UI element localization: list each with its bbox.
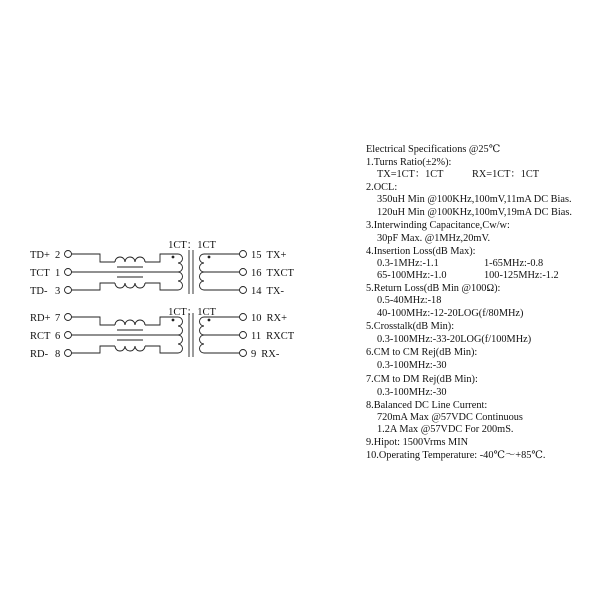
secondary-winding [200, 317, 205, 353]
pin-circle-2 [65, 251, 72, 258]
pin-circle-3 [65, 287, 72, 294]
spec-heading-crosstalk: 5.Crosstalk(dB Min): [366, 321, 455, 332]
spec-heading-cm-dm-rejection: 7.CM to DM Rej(dB Min): [366, 374, 478, 385]
pin-name-rd-plus: RD+ [30, 313, 51, 324]
secondary-winding [200, 254, 205, 290]
choke-top-coil [115, 320, 145, 325]
spec-value: TX=1CT：1CT [377, 169, 444, 180]
spec-heading-insertion-loss: 4.Insertion Loss(dB Max): [366, 246, 476, 257]
pin-circle-6 [65, 332, 72, 339]
pin-name-rx-plus: RX+ [266, 313, 288, 324]
spec-value: 0.3-1MHz:-1.1 [377, 258, 439, 269]
pin-label-tx-plus [251, 250, 286, 261]
pin-label-rx-minus [251, 349, 280, 360]
spec-row: 1.2A Max @57VDC For 200mS. [377, 424, 514, 435]
pin-name-td-minus: TD- [30, 286, 48, 297]
pin-label-rxct [251, 331, 295, 342]
pin-name-td-plus: TD+ [30, 250, 50, 261]
pin-number-14: 14 [251, 286, 262, 297]
wire-pin-bottom [72, 346, 116, 353]
electrical-specifications [366, 0, 596, 600]
spec-heading-operating-temperature: 10.Operating Temperature: -40℃～+85℃. [366, 450, 546, 461]
spec-row: 0.3-100MHz:-33-20LOG(f/100MHz) [377, 334, 532, 345]
pin-name-rx-minus: RX- [261, 349, 280, 360]
pin-label-tx-minus [251, 286, 284, 297]
primary-winding [178, 254, 183, 290]
spec-row: 0.3-100MHz:-30 [377, 360, 447, 371]
spec-heading-hipot: 9.Hipot: 1500Vrms MIN [366, 437, 469, 448]
spec-row: 120uH Min @100KHz,100mV,19mA DC Bias. [377, 207, 572, 218]
pin-label-rx-plus [251, 313, 287, 324]
spec-row: 350uH Min @100KHz,100mV,11mA DC Bias. [377, 194, 572, 205]
specs-title: Electrical Specifications @25℃ [366, 144, 501, 155]
spec-heading-ocl: 2.OCL: [366, 182, 398, 193]
pin-circle-16 [240, 269, 247, 276]
tx-ratio-label: 1CT：1CT [168, 240, 216, 251]
pin-name-rct: RCT [30, 331, 51, 342]
pin-circle-9 [240, 350, 247, 357]
choke-bottom-coil [115, 346, 145, 351]
pin-number-11: 11 [251, 331, 262, 342]
spec-row: 0.3-100MHz:-30 [377, 387, 447, 398]
polarity-dot [208, 319, 211, 322]
primary-winding [178, 317, 183, 353]
pin-circle-7 [65, 314, 72, 321]
pin-circle-1 [65, 269, 72, 276]
spec-value: 1-65MHz:-0.8 [484, 258, 544, 269]
pin-name-txct: TXCT [266, 268, 294, 279]
spec-row: 30pF Max. @1MHz,20mV. [377, 233, 491, 244]
pin-name-rd-minus: RD- [30, 349, 49, 360]
spec-row: 0.5-40MHz:-18 [377, 295, 442, 306]
rx-transformer-network [65, 313, 247, 357]
wire-choke-bottom-to-primary [145, 283, 178, 290]
pin-name-tx-plus: TX+ [266, 250, 287, 261]
spec-heading-return-loss: 5.Return Loss(dB Min @100Ω): [366, 283, 501, 294]
spec-heading-dc-current: 8.Balanced DC Line Current: [366, 400, 488, 411]
polarity-dot [208, 256, 211, 259]
pin-number-15: 15 [251, 250, 262, 261]
pin-number-3: 3 [55, 286, 61, 297]
spec-row: 720mA Max @57VDC Continuous [377, 412, 523, 423]
pin-number-9: 9 [251, 349, 257, 360]
spec-heading-turns-ratio: 1.Turns Ratio(±2%): [366, 157, 452, 168]
rx-ratio-label: 1CT：1CT [168, 307, 216, 318]
spec-row [377, 258, 544, 270]
spec-row: 40-100MHz:-12-20LOG(f/80MHz) [377, 308, 524, 319]
pin-number-2: 2 [55, 250, 61, 261]
pin-number-1: 1 [55, 268, 61, 279]
spec-value: RX=1CT：1CT [472, 169, 540, 180]
spec-heading-cm-cm-rejection: 6.CM to CM Rej(dB Min): [366, 347, 478, 358]
spec-heading-capacitance: 3.Interwinding Capacitance,Cw/w: [366, 220, 510, 231]
wire-choke-bottom-to-primary [145, 346, 178, 353]
spec-value: 100-125MHz:-1.2 [484, 270, 559, 281]
spec-row [377, 270, 559, 282]
pin-label-txct [251, 268, 295, 279]
tx-transformer-network [65, 250, 247, 294]
pin-number-10: 10 [251, 313, 262, 324]
pin-number-8: 8 [55, 349, 61, 360]
pin-circle-14 [240, 287, 247, 294]
wire-pin-top [72, 317, 116, 325]
wire-pin-top [72, 254, 116, 262]
spec-value: 65-100MHz:-1.0 [377, 270, 447, 281]
pin-circle-8 [65, 350, 72, 357]
pin-name-tct: TCT [30, 268, 50, 279]
spec-row [377, 169, 540, 181]
pin-number-16: 16 [251, 268, 262, 279]
pin-circle-10 [240, 314, 247, 321]
choke-bottom-coil [115, 283, 145, 288]
pin-circle-11 [240, 332, 247, 339]
pin-number-7: 7 [55, 313, 61, 324]
choke-top-coil [115, 257, 145, 262]
polarity-dot [172, 319, 175, 322]
pin-number-6: 6 [55, 331, 61, 342]
pin-name-rxct: RXCT [266, 331, 295, 342]
polarity-dot [172, 256, 175, 259]
wire-pin-bottom [72, 283, 116, 290]
pin-circle-15 [240, 251, 247, 258]
pin-name-tx-minus: TX- [266, 286, 284, 297]
